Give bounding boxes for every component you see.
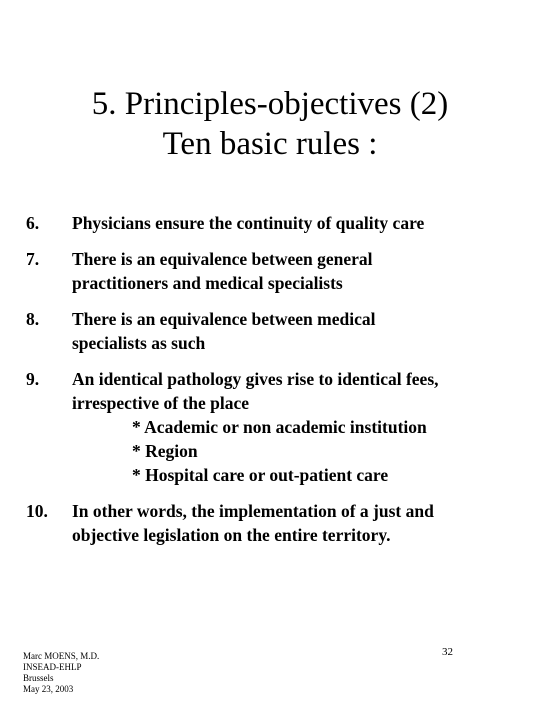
slide-title [0,84,540,164]
footer-author-block [23,651,99,695]
rule-item-9 [26,367,526,487]
rule-line: objective legislation on the entire territory. [72,525,391,545]
title-line-1: 5. Principles-objectives (2) [91,86,449,122]
rule-line: practitioners and medical specialists [72,273,343,293]
rule-text [72,211,526,235]
rule-sub-item: * Hospital care or out-patient care [132,465,389,485]
rule-line: An identical pathology gives rise to identical fees, [72,369,439,389]
author-date: May 23, 2003 [23,684,74,694]
rule-number: 6. [26,213,40,233]
rule-line: There is an equivalence between general [72,249,373,269]
title-line-2: Ten basic rules : [162,126,378,162]
author-affiliation: INSEAD-EHLP [23,662,82,672]
rule-item-10 [26,499,526,547]
author-location: Brussels [23,673,54,683]
rule-line: specialists as such [72,333,206,353]
rule-text [72,307,526,355]
rule-item-7 [26,247,526,295]
rule-text [72,499,526,547]
rules-list [26,211,526,547]
rule-number: 9. [26,369,40,389]
author-name: Marc MOENS, M.D. [23,651,100,661]
rule-number: 8. [26,309,40,329]
rule-text [72,247,526,295]
rule-sub-item: * Academic or non academic institution [132,417,427,437]
rule-line: irrespective of the place [72,393,250,413]
rule-number: 7. [26,249,40,269]
page-number: 32 [442,646,453,658]
rule-number: 10. [26,501,48,521]
rule-line: There is an equivalence between medical [72,309,376,329]
rule-item-8 [26,307,526,355]
rule-line: Physicians ensure the continuity of quality care [72,213,425,233]
rule-line: In other words, the implementation of a just and [72,501,434,521]
rule-item-6 [26,211,526,235]
rule-text [72,367,526,487]
rule-sub-item: * Region [132,441,198,461]
